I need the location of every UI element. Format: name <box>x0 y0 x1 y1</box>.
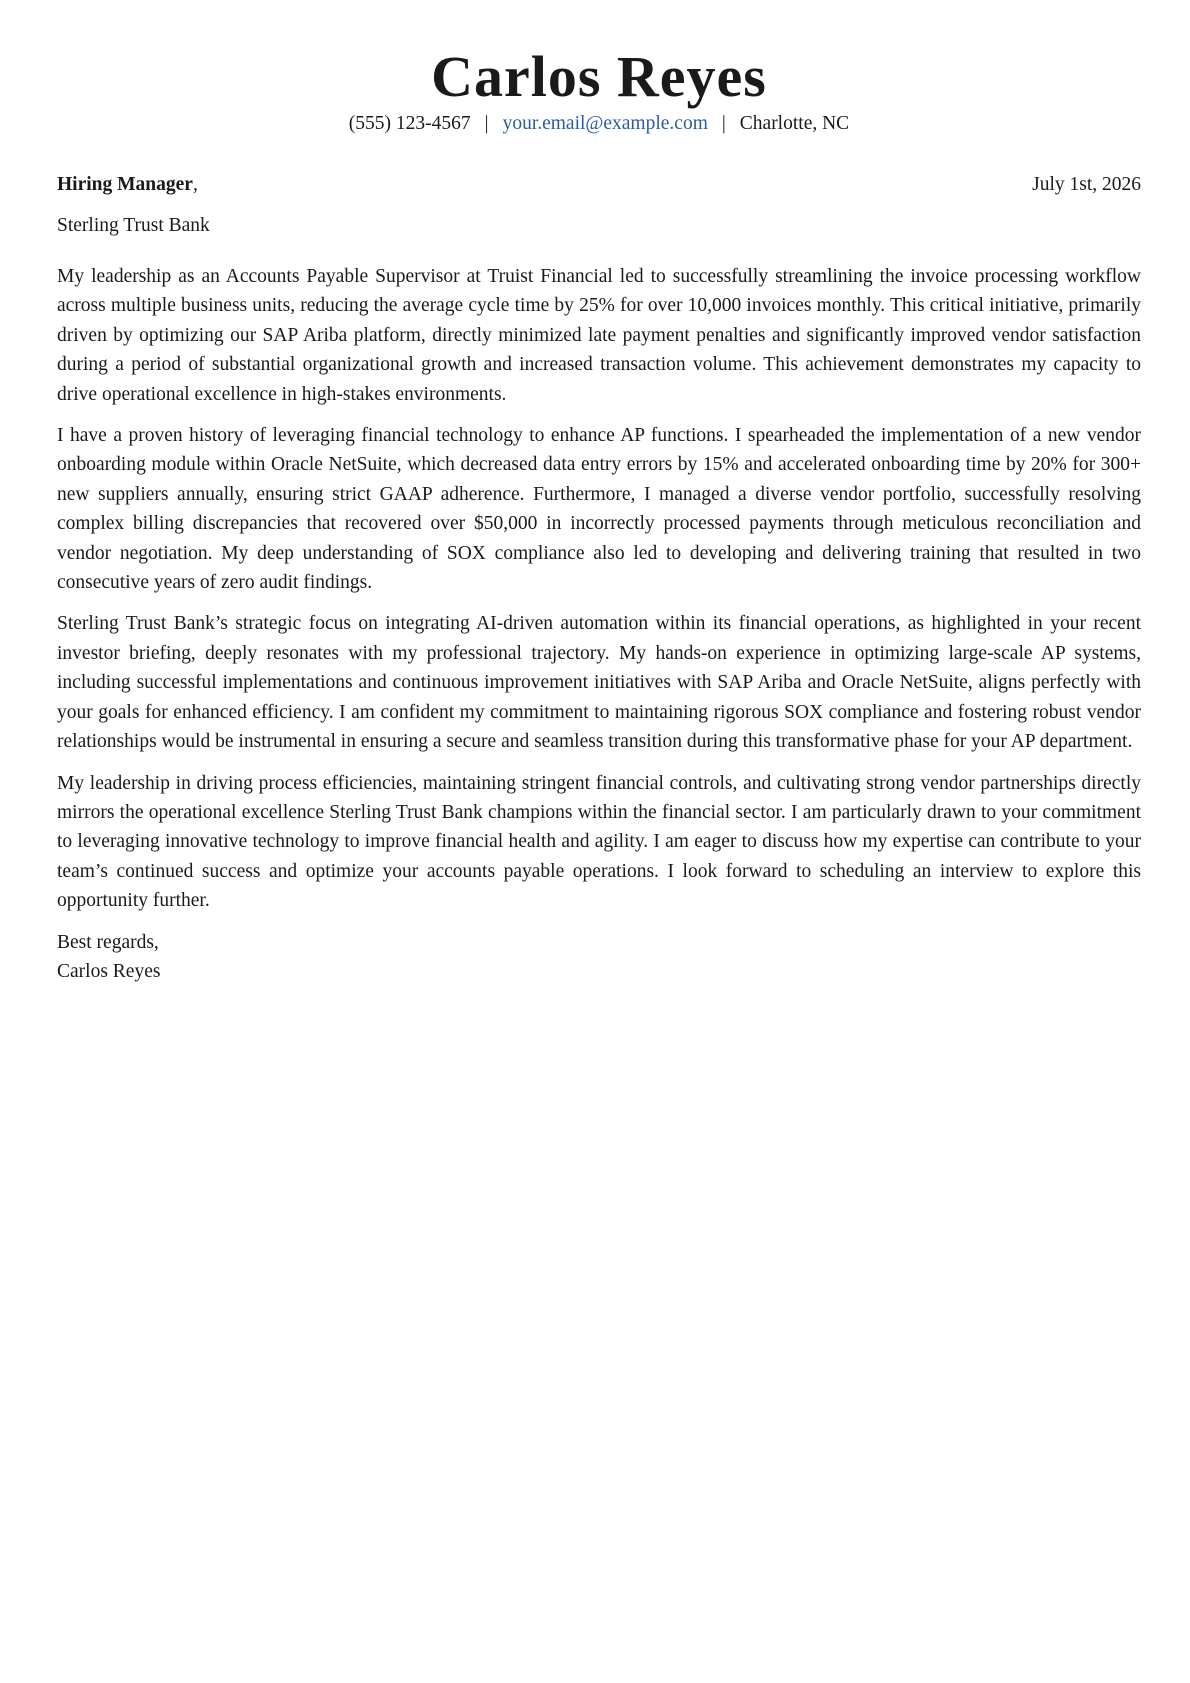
contact-line <box>57 110 1141 138</box>
applicant-name: Carlos Reyes <box>431 44 767 109</box>
closing-block <box>57 928 1141 987</box>
body-paragraph: My leadership as an Accounts Payable Supervisor at Truist Financial led to successfully streamlining the invoice processing workflow across multiple business units, reducing the average cycle time by 25% for over 10,000 invoices monthly. This critical initiative, primarily driven by optimizing our SAP Ariba platform, directly minimized late payment penalties and significantly improved vendor satisfaction during a period of substantial organizational growth and increased transaction volume. This achievement demonstrates my capacity to drive operational excellence in high-stakes environments. <box>57 266 1141 405</box>
recipient-title: Hiring Manager <box>57 174 193 195</box>
salutation-comma: , <box>192 174 198 195</box>
body-paragraph: Sterling Trust Bank’s strategic focus on integrating AI-driven automation within its financial operations, as highlighted in your recent investor briefing, deeply resonates with my professional trajectory. My hands-on experience in optimizing large-scale AP systems, including successful implementations and continuous improvement initiatives with SAP Ariba and Oracle NetSuite, aligns perfectly with your goals for enhanced efficiency. I am confident my commitment to maintaining rigorous SOX compliance and fostering robust vendor relationships would be instrumental in ensuring a secure and seamless transition during this transformative phase for your AP department. <box>57 613 1141 753</box>
signature-name: Carlos Reyes <box>57 960 161 982</box>
location: Charlotte, NC <box>739 113 850 134</box>
recipient-row <box>57 171 1141 199</box>
email-link[interactable]: your.email@example.com <box>502 113 708 134</box>
cover-letter-page <box>57 0 1141 986</box>
body-paragraph: I have a proven history of leveraging financial technology to enhance AP functions. I spearheaded the implementation of a new vendor onboarding module within Oracle NetSuite, which decreased data entry errors by 15% and accelerated onboarding time by 20% for 300+ new suppliers annually, ensuring strict GAAP adherence. Furthermore, I managed a diverse vendor portfolio, successfully resolving complex billing discrepancies that recovered over $50,000 in incorrectly processed payments through meticulous reconciliation and vendor negotiation. My deep understanding of SOX compliance also led to developing and delivering training that resulted in two consecutive years of zero audit findings. <box>57 425 1141 594</box>
phone-number: (555) 123-4567 <box>348 113 471 134</box>
letter-date: July 1st, 2026 <box>1032 174 1141 195</box>
body-paragraph: My leadership in driving process efficiencies, maintaining stringent financial controls, and cultivating strong vendor partnerships directly mirrors the operational excellence Sterling Trust Bank champions within the financial sector. I am particularly drawn to your commitment to leveraging innovative technology to improve financial health and agility. I am eager to discuss how my expertise can contribute to your team’s continued success and optimize your accounts payable operations. I look forward to scheduling an interview to explore this opportunity further. <box>57 772 1141 912</box>
recipient-company: Sterling Trust Bank <box>57 215 210 236</box>
sign-off: Best regards, <box>57 931 159 953</box>
contact-separator: | <box>721 113 726 134</box>
salutation <box>57 171 198 199</box>
contact-separator: | <box>484 113 489 134</box>
letter-body <box>57 262 1141 916</box>
